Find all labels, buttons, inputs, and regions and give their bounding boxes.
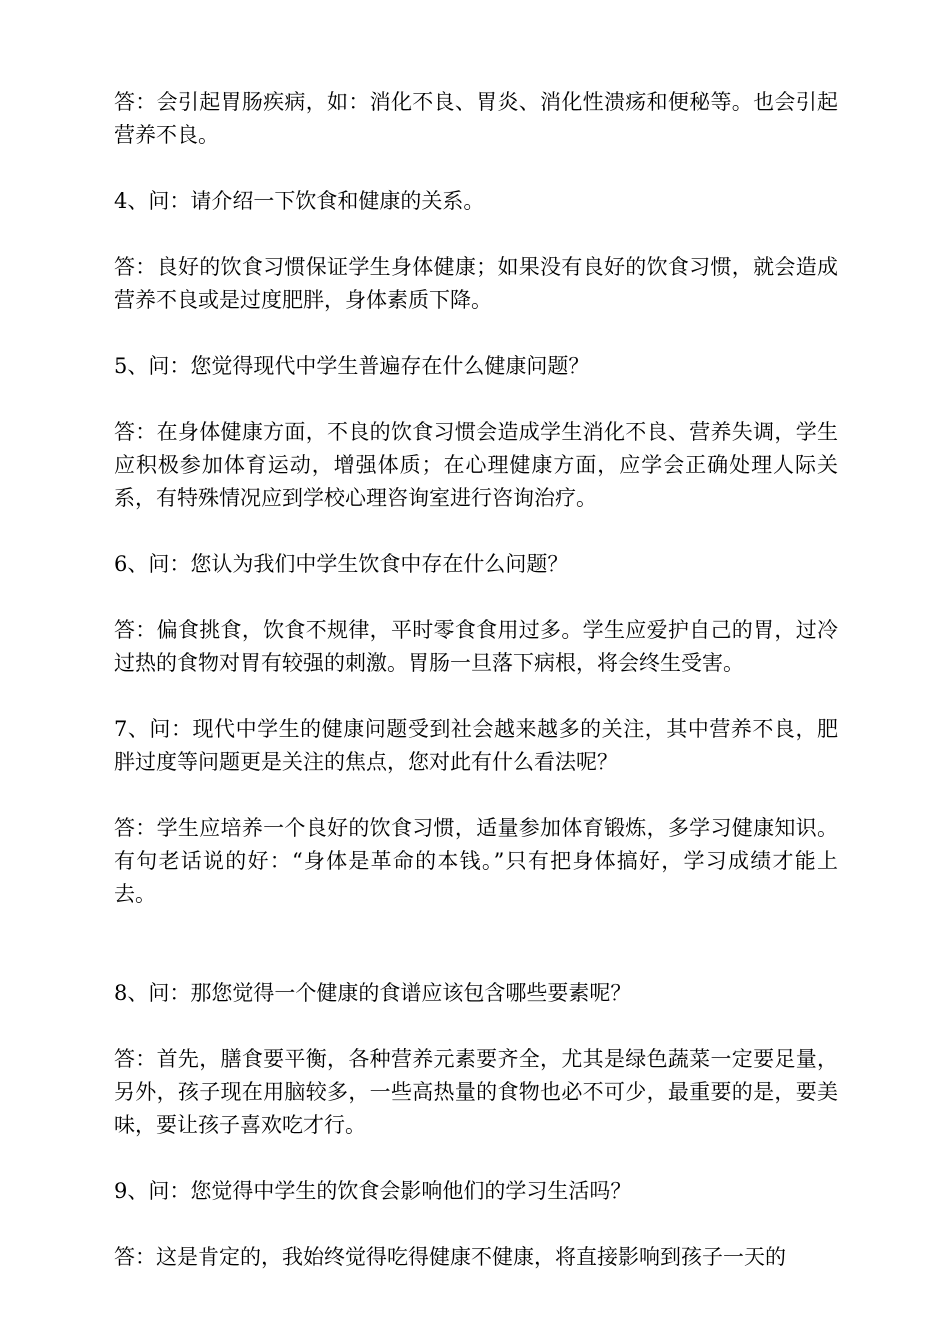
spacer — [114, 581, 838, 614]
answer-7: 答：学生应培养一个良好的饮食习惯，适量参加体育锻炼，多学习健康知识。有句老话说的好：“身体是革命的本钱。”只有把身体搞好，学习成绩才能上去。 — [114, 816, 838, 906]
spacer — [114, 383, 838, 416]
answer-6: 答：偏食挑食，饮食不规律，平时零食食用过多。学生应爱护自己的胃，过冷过热的食物对胃有较强的刺激。胃肠一旦落下病根，将会终生受害。 — [114, 618, 838, 675]
spacer — [114, 680, 838, 713]
question-5: 5、问：您觉得现代中学生普遍存在什么健康问题？ — [114, 354, 590, 378]
spacer — [114, 1142, 838, 1175]
answer-5: 答：在身体健康方面，不良的饮食习惯会造成学生消化不良、营养失调，学生应积极参加体育运动，增强体质；在心理健康方面，应学会正确处理人际关系，有特殊情况应到学校心理咨询室进行咨询治疗。 — [114, 420, 838, 510]
question-4: 4、问：请介绍一下饮食和健康的关系。 — [114, 189, 485, 213]
spacer — [114, 779, 838, 812]
answer-3: 答：会引起胃肠疾病，如：消化不良、胃炎、消化性溃疡和便秘等。也会引起营养不良。 — [114, 90, 838, 147]
document-page — [114, 86, 838, 1274]
answer-4: 答：良好的饮食习惯保证学生身体健康；如果没有良好的饮食习惯，就会造成营养不良或是过度肥胖，身体素质下降。 — [114, 255, 838, 312]
answer-9: 答：这是肯定的，我始终觉得吃得健康不健康，将直接影响到孩子一天的 — [114, 1245, 786, 1269]
spacer — [114, 911, 838, 977]
answer-8: 答：首先，膳食要平衡，各种营养元素要齐全，尤其是绿色蔬菜一定要足量，另外，孩子现在用脑较多，一些高热量的食物也必不可少，最重要的是，要美味，要让孩子喜欢吃才行。 — [114, 1047, 838, 1137]
spacer — [114, 515, 838, 548]
spacer — [114, 152, 838, 185]
spacer — [114, 218, 838, 251]
question-7: 7、问：现代中学生的健康问题受到社会越来越多的关注，其中营养不良，肥胖过度等问题更是关注的焦点，您对此有什么看法呢？ — [114, 717, 838, 774]
question-9: 9、问：您觉得中学生的饮食会影响他们的学习生活吗？ — [114, 1179, 632, 1203]
spacer — [114, 1010, 838, 1043]
spacer — [114, 317, 838, 350]
spacer — [114, 1208, 838, 1241]
question-6: 6、问：您认为我们中学生饮食中存在什么问题？ — [114, 552, 569, 576]
question-8: 8、问：那您觉得一个健康的食谱应该包含哪些要素呢？ — [114, 981, 632, 1005]
